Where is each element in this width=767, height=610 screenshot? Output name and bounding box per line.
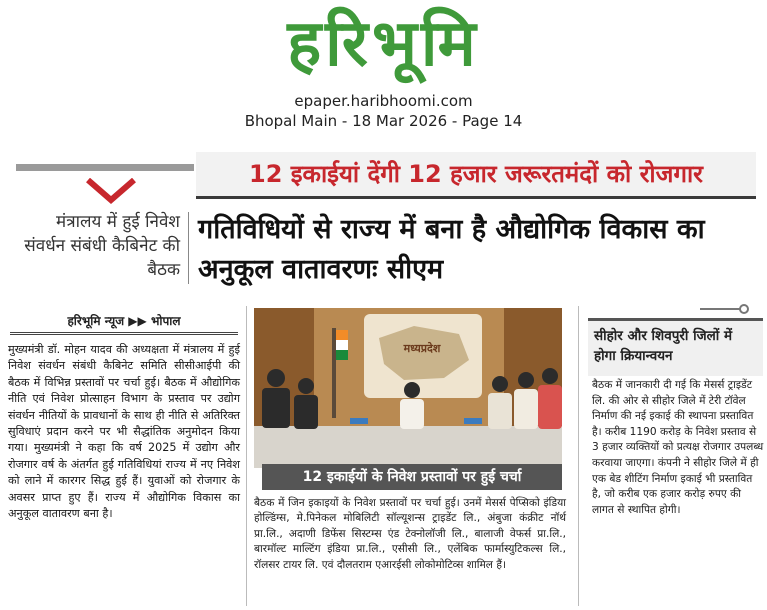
side-deck: मंत्रालय में हुई निवेश संवर्धन संबंधी कैबिनेट की बैठक [24,212,180,280]
news-article [0,152,767,610]
kicker-underline [196,196,756,199]
pin-icon [700,302,750,316]
photo-caption: 12 इकाईयों के निवेश प्रस्तावों पर हुई चर्चा [262,464,562,490]
article-body-left: मुख्यमंत्री डॉ. मोहन यादव की अध्यक्षता में मंत्रालय में हुई निवेश संवर्धन संबंधी कैबिनेट समिति सीसीआईपी की बैठक में विभिन्न प्रस्तावों पर चर्चा हुई। बैठक में औद्योगिक नीति एवं निवेश प्रोत्साहन विभाग के प्रस्ताव पर उद्योग संवर्धन नीतियों के प्रावधानों के साथ ही नीति से अतिरिक्त सुविधाएं प्रदान करने पर भी सैद्धांतिक अनुमोदन किया गया। मुख्यमंत्री ने कहा कि वर्ष 2025 में उद्योग और रोजगार वर्ष के अंतर्गत हुई गतिविधियां राज्य में नए निवेश को लाने में कारगर सिद्ध हुई हैं। युवाओं को रोजगार के अवसर प्राप्त हुए हैं। राज्य में औद्योगिक विकास का अनुकूल वातावरण बना है। [8,343,240,521]
meeting-photo-illustration [254,308,562,468]
column-divider [578,306,579,606]
byline: हरिभूमि न्यूज ▶▶ भोपाल [10,312,238,335]
article-body-right: बैठक में जानकारी दी गई कि मेसर्स ट्राइडेंट लि. की ओर से सीहोर जिले में टेरी टॉवेल निर्माण की नई इकाई की स्थापना प्रस्तावित है। करीब 1190 करोड़ के निवेश प्रस्ताव से 3 हजार व्यक्तियों को प्रत्यक्ष रोजगार उपलब्ध करवाया जाएगा। कंपनी ने सीहोर जिले में ही एक बेड शीटिंग निर्माण इकाई भी प्रस्तावित है, जो करीब एक हजार करोड़ रुपए की लागत से स्थापित होगी। [592,379,764,516]
masthead [0,0,767,88]
photo-banner-text: मध्यप्रदेश [403,342,441,355]
sidebar-subhead: सीहोर और शिवपुरी जिलों में होगा क्रियान्वयन [588,318,763,376]
chevron-down-icon [86,178,136,204]
article-headline: गतिविधियों से राज्य में बना है औद्योगिक विकास का अनुकूल वातावरणः सीएम [198,214,705,285]
meeting-photo[interactable] [254,308,562,468]
article-kicker: 12 इकाईयां देंगी 12 हजार जरूरतमंदों को रोजगार [196,152,756,196]
article-body-middle: बैठक में जिन इकाइयों के निवेश प्रस्तावों पर चर्चा हुई। उनमें मेसर्स पेप्सिको इंडिया होल्डिंग्स, मे.पिनेकल मोबिलिटी सॉल्यूशन्स ट्राइडेंट लि., अंबुजा कंक्रीट नॉर्थ प्रा.लि., अदाणी डिफेंस सिस्टम्स एंड टेक्नोलॉजी लि., बालाजी वेफर्स प्रा.लि., बारमॉल्ट माल्टिंग इंडिया प्रा.लि., एसीसी लि., एलेंबिक फार्मास्युटिकल्स लि., रॉलसर टायर लि. एवं दौलतराम एआरईसी लोकोमोटिव्स शामिल हैं। [254,497,566,571]
source-url[interactable]: epaper.haribhoomi.com [294,92,473,110]
column-divider [246,306,247,606]
decorative-rule [16,164,194,171]
haribhoomi-logo[interactable]: हरिभूमि [287,7,480,81]
deck-divider [188,212,189,284]
edition-line: Bhopal Main - 18 Mar 2026 - Page 14 [244,112,523,130]
